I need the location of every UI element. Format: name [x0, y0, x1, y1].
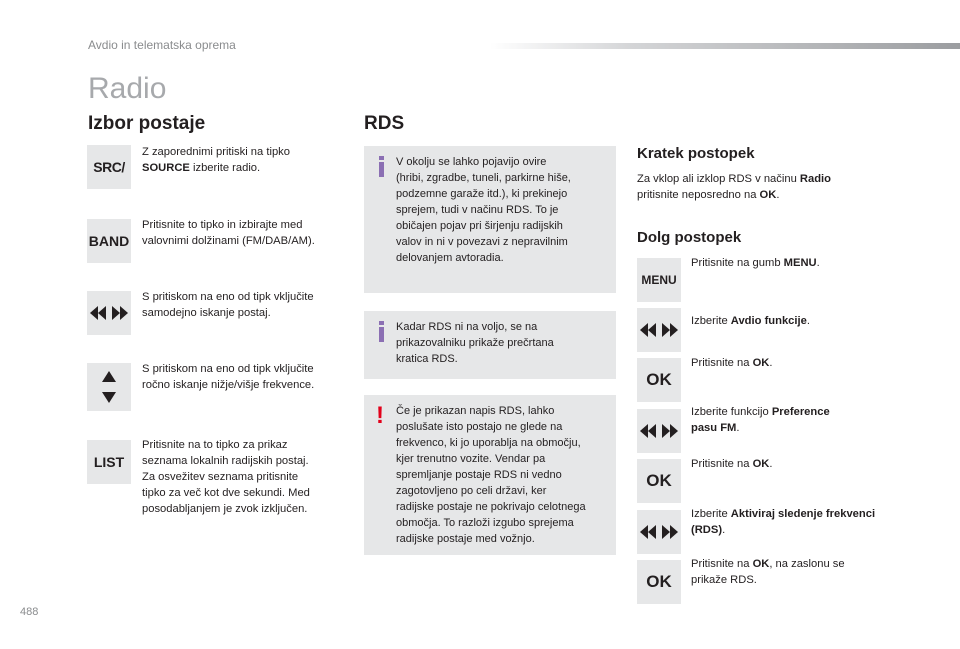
- text-line: radijske postaje ne pokrivajo celotnega: [396, 501, 586, 513]
- note-text: [396, 319, 554, 367]
- text-line: Izberite funkcijo Preference: [691, 406, 830, 418]
- text-line: Izberite Avdio funkcije.: [691, 315, 810, 327]
- text-line: Pritisnite to tipko in izbirajte med: [142, 219, 303, 231]
- text-line: Pritisnite na gumb MENU.: [691, 257, 820, 269]
- text-line: V okolju se lahko pojavijo ovire: [396, 156, 547, 168]
- dolg-step-text: [691, 313, 810, 329]
- ok-icon: [637, 560, 681, 604]
- text-line: pritisnite neposredno na OK.: [637, 189, 780, 201]
- info-icon: [378, 321, 385, 343]
- text-line: Za vklop ali izklop RDS v načinu Radio: [637, 173, 831, 185]
- text-line: poslušate isto postajo ne glede na: [396, 421, 563, 433]
- text-line: SOURCE izberite radio.: [142, 162, 261, 174]
- seek-arrows-icon: [87, 291, 131, 335]
- band-icon: [87, 219, 131, 263]
- rds-heading: RDS: [364, 113, 405, 134]
- text-line: Pritisnite na OK, na zaslonu se: [691, 558, 845, 570]
- text-line: Pritisnite na OK.: [691, 458, 773, 470]
- izbor-item-updown-text: [142, 361, 314, 393]
- up-down-arrows-icon: [87, 363, 131, 411]
- text-line: samodejno iskanje postaj.: [142, 307, 271, 319]
- ok-label: OK: [646, 572, 672, 591]
- text-line: kratica RDS.: [396, 353, 458, 365]
- izbor-heading: Izbor postaje: [88, 113, 206, 134]
- text-line: Kadar RDS ni na voljo, se na: [396, 321, 538, 333]
- izbor-item-band-text: [142, 217, 315, 249]
- dolg-step-text: [691, 506, 875, 538]
- kratek-text: [637, 171, 831, 203]
- dolg-heading: Dolg postopek: [637, 229, 742, 246]
- note-text: [396, 403, 586, 547]
- text-line: Izberite Aktiviraj sledenje frekvenci: [691, 508, 876, 520]
- page-number: 488: [20, 606, 39, 618]
- kratek-heading: Kratek postopek: [637, 145, 755, 162]
- list-icon: [87, 440, 131, 484]
- text-line: frekvenco, ki jo uporablja na območju,: [396, 437, 581, 449]
- text-line: običajen pojav pri širjenju radijskih: [396, 220, 563, 232]
- text-line: zagotovljeno po celi državi, ker: [396, 485, 547, 497]
- page-title: Radio: [88, 72, 167, 105]
- header-divider-bar: [490, 43, 960, 49]
- text-line: posodabljanjem je zvok izključen.: [142, 503, 308, 515]
- info-icon: [378, 156, 385, 178]
- text-line: Pritisnite na to tipko za prikaz: [142, 439, 288, 451]
- text-line: delovanjem avtoradia.: [396, 252, 504, 264]
- menu-label: MENU: [641, 273, 677, 287]
- text-line: (RDS).: [691, 524, 726, 536]
- izbor-item-seek-text: [142, 289, 314, 321]
- text-line: valovnimi dolžinami (FM/DAB/AM).: [142, 235, 315, 247]
- list-label: LIST: [93, 454, 125, 470]
- menu-icon: [637, 258, 681, 302]
- izbor-item-list-text: [142, 437, 310, 517]
- rds-info-note-1: [364, 146, 616, 293]
- text-line: spremljanje postaje RDS ni vedno: [396, 469, 562, 481]
- text-line: Pritisnite na OK.: [691, 357, 773, 369]
- note-text: [396, 154, 571, 266]
- src-icon: SRC/: [87, 145, 131, 189]
- text-line: radijske postaje med vožnjo.: [396, 533, 535, 545]
- warning-icon: !: [376, 402, 384, 429]
- ok-label: OK: [646, 370, 672, 389]
- section-header: Avdio in telematska oprema: [88, 38, 236, 52]
- seek-arrows-icon: [637, 308, 681, 352]
- ok-label: OK: [646, 471, 672, 490]
- seek-arrows-icon: [637, 409, 681, 453]
- dolg-step-text: [691, 404, 830, 436]
- izbor-item-src-text: [142, 144, 290, 176]
- text-line: podzemne garaže itd.), ki prekinejo: [396, 188, 568, 200]
- dolg-step-text: [691, 255, 820, 271]
- text-line: Če je prikazan napis RDS, lahko: [396, 405, 555, 417]
- text-line: seznama lokalnih radijskih postaj.: [142, 455, 309, 467]
- rds-warning-note: [364, 395, 616, 555]
- text-line: S pritiskom na eno od tipk vključite: [142, 291, 314, 303]
- ok-icon: [637, 358, 681, 402]
- text-line: sprejem, tudi v načinu RDS. To je: [396, 204, 559, 216]
- text-line: S pritiskom na eno od tipk vključite: [142, 363, 314, 375]
- text-line: (hribi, zgradbe, tuneli, parkirne hiše,: [396, 172, 571, 184]
- text-line: valov in ni v povezavi z nepravilnim: [396, 236, 568, 248]
- text-line: Z zaporednimi pritiski na tipko: [142, 146, 290, 158]
- text-line: Za osvežitev seznama pritisnite: [142, 471, 299, 483]
- text-line: ročno iskanje nižje/višje frekvence.: [142, 379, 315, 391]
- text-line: prikaže RDS.: [691, 574, 757, 586]
- src-label: SRC: [93, 159, 122, 175]
- text-line: območja. To razloži izgubo sprejema: [396, 517, 574, 529]
- text-line: pasu FM.: [691, 422, 740, 434]
- text-line: kjer trenutno vozite. Vendar pa: [396, 453, 546, 465]
- ok-icon: [637, 459, 681, 503]
- seek-arrows-icon: [637, 510, 681, 554]
- dolg-step-text: [691, 456, 772, 472]
- band-label: BAND: [88, 233, 130, 249]
- rds-info-note-2: [364, 311, 616, 379]
- text-line: tipko za več kot dve sekundi. Med: [142, 487, 310, 499]
- dolg-step-text: [691, 355, 772, 371]
- text-line: prikazovalniku prikaže prečrtana: [396, 337, 554, 349]
- dolg-step-text: [691, 556, 845, 588]
